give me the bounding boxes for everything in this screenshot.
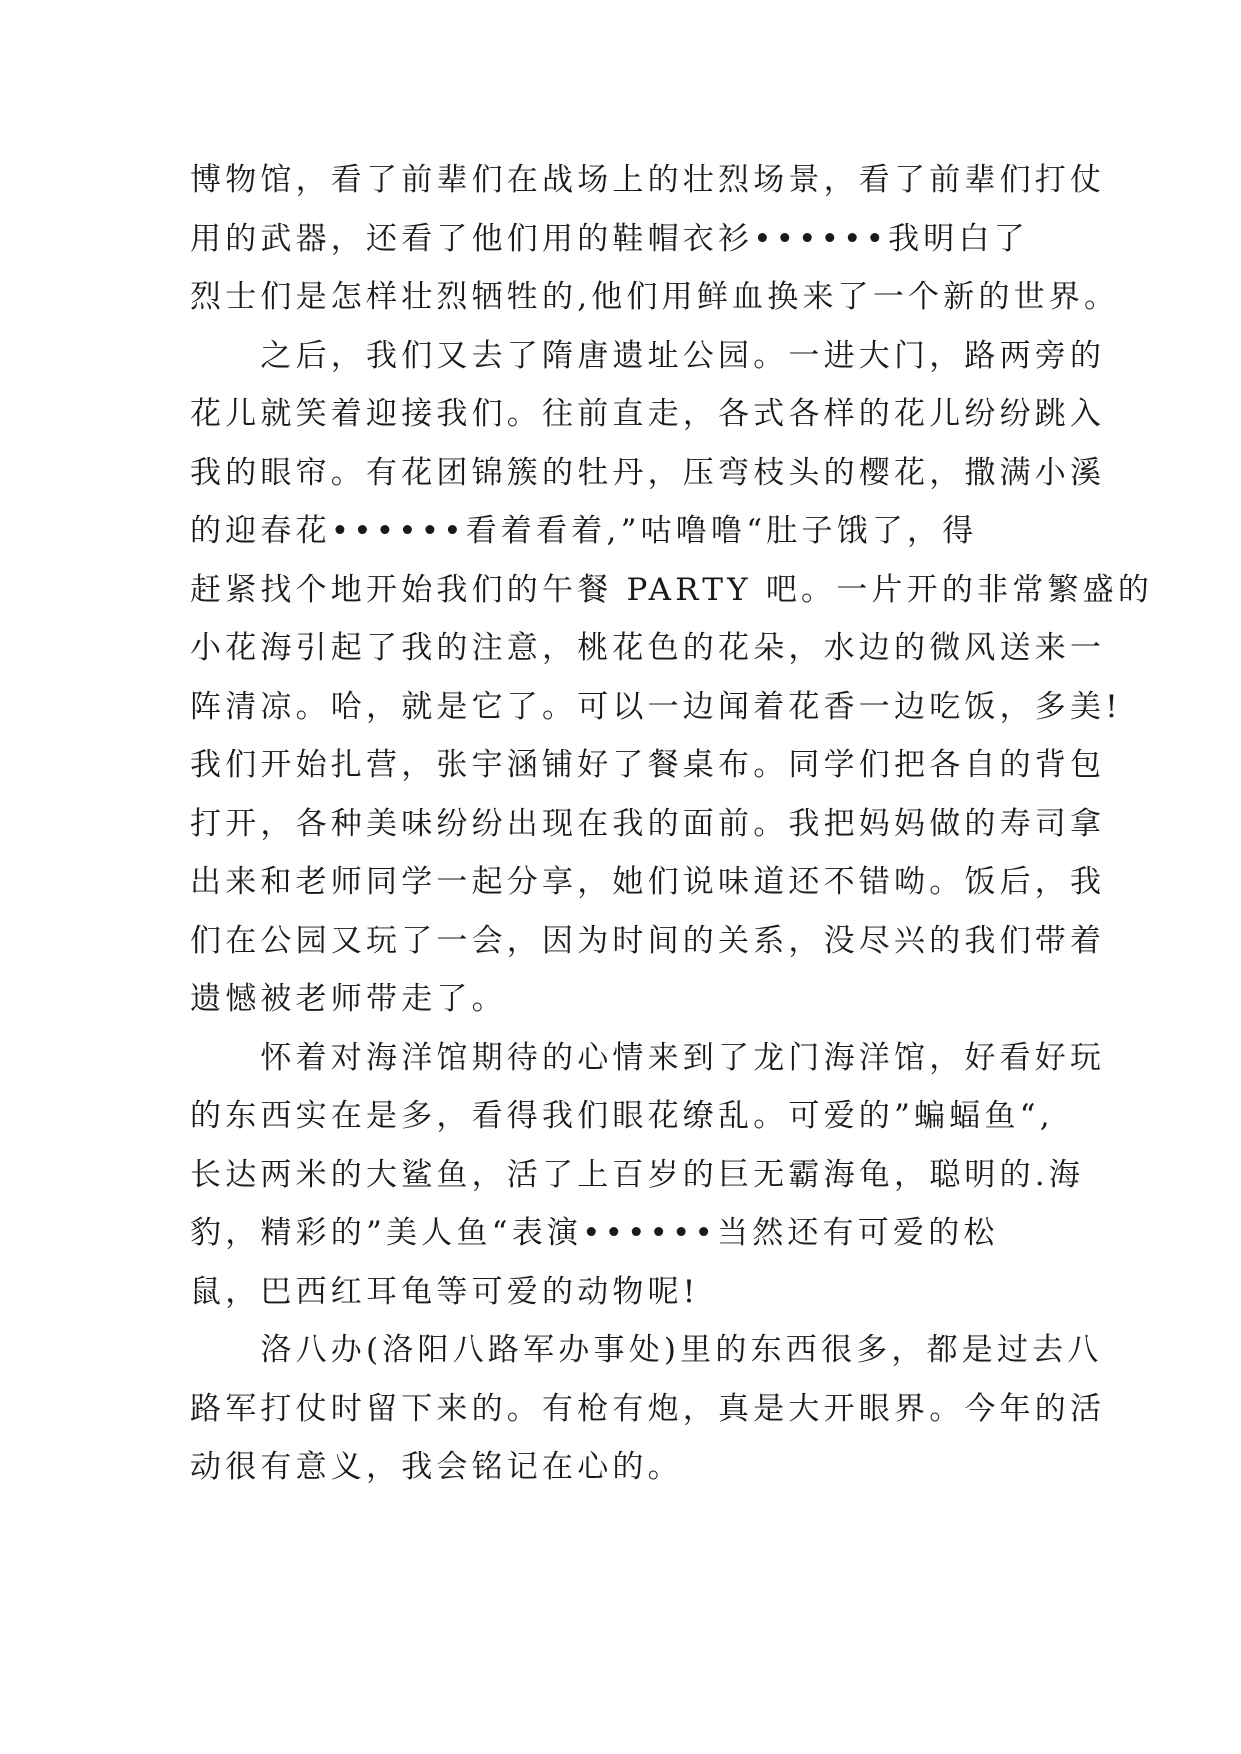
text-line: 小花海引起了我的注意，桃花色的花朵，水边的微风送来一 <box>190 630 1106 666</box>
text-line: 洛八办(洛阳八路军办事处)里的东西很多，都是过去八 <box>190 1332 1103 1368</box>
text-line: 赶紧找个地开始我们的午餐 PARTY 吧。一片开的非常繁盛的 <box>190 572 1154 608</box>
text-line: 豹，精彩的”美人鱼“表演••••••当然还有可爱的松 <box>190 1215 999 1251</box>
text-line: 打开，各种美味纷纷出现在我的面前。我把妈妈做的寿司拿 <box>190 806 1106 842</box>
text-line: 阵清凉。哈，就是它了。可以一边闻着花香一边吃饭，多美! <box>190 689 1122 725</box>
text-line: 鼠，巴西红耳龟等可爱的动物呢! <box>190 1274 700 1310</box>
text-line: 之后，我们又去了隋唐遗址公园。一进大门，路两旁的 <box>190 338 1106 374</box>
text-line: 我们开始扎营，张宇涵铺好了餐桌布。同学们把各自的背包 <box>190 747 1106 783</box>
text-line: 的东西实在是多，看得我们眼花缭乱。可爱的”蝙蝠鱼“, <box>190 1098 1054 1134</box>
text-line: 路军打仗时留下来的。有枪有炮，真是大开眼界。今年的活 <box>190 1391 1106 1427</box>
text-line: 用的武器，还看了他们用的鞋帽衣衫••••••我明白了 <box>190 221 1029 257</box>
text-line: 长达两米的大鲨鱼，活了上百岁的巨无霸海龟，聪明的.海 <box>190 1157 1085 1193</box>
text-line: 怀着对海洋馆期待的心情来到了龙门海洋馆，好看好玩 <box>190 1040 1106 1076</box>
text-line: 博物馆，看了前辈们在战场上的壮烈场景，看了前辈们打仗 <box>190 162 1106 198</box>
text-line: 我的眼帘。有花团锦簇的牡丹，压弯枝头的樱花，撒满小溪 <box>190 455 1106 491</box>
text-line: 们在公园又玩了一会，因为时间的关系，没尽兴的我们带着 <box>190 923 1106 959</box>
text-line: 花儿就笑着迎接我们。往前直走，各式各样的花儿纷纷跳入 <box>190 396 1106 432</box>
text-line: 的迎春花••••••看着看着,”咕噜噜“肚子饿了，得 <box>190 513 978 549</box>
text-line: 动很有意义，我会铭记在心的。 <box>190 1449 683 1485</box>
text-line: 烈士们是怎样壮烈牺牲的,他们用鲜血换来了一个新的世界。 <box>190 279 1120 315</box>
text-line: 遗憾被老师带走了。 <box>190 981 507 1017</box>
text-line: 出来和老师同学一起分享，她们说味道还不错呦。饭后，我 <box>190 864 1106 900</box>
